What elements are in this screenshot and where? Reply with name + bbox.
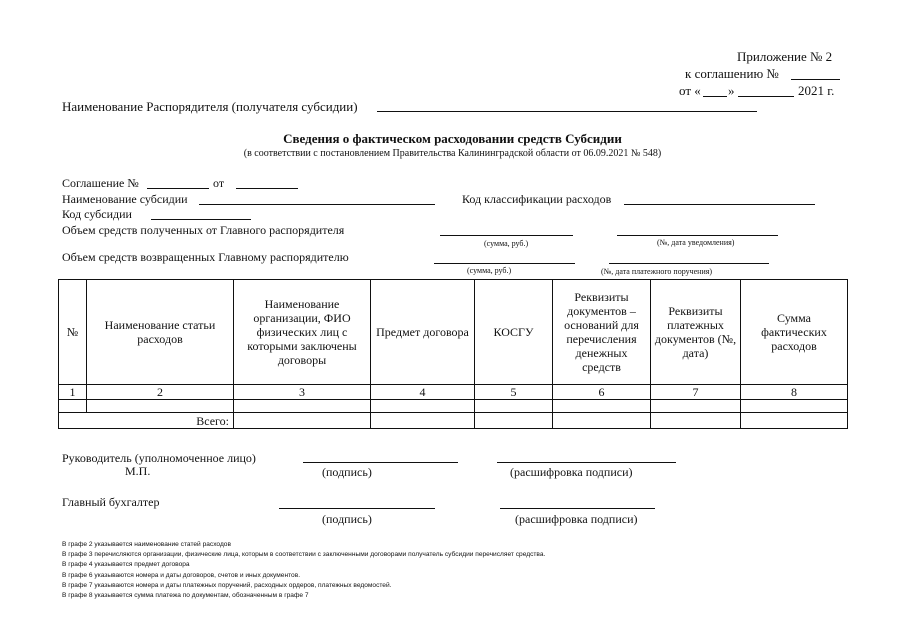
table-header-cell: Наименование статьи расходов: [87, 280, 234, 385]
table-cell: [234, 400, 371, 413]
note-item: В графе 4 указывается предмет договора: [62, 561, 190, 568]
column-number-cell: 8: [741, 385, 848, 400]
appendix-line-3-mid: »: [728, 83, 735, 98]
total-sum-cell: [741, 413, 848, 429]
table-header-cell: Реквизиты документов – оснований для перечисления денежных средств: [553, 280, 651, 385]
day-blank: [703, 96, 727, 97]
head-decoding-field: [497, 462, 676, 463]
table-cell: [87, 400, 234, 413]
received-sum-field: [440, 235, 573, 236]
table-cell: [651, 413, 741, 429]
column-number-cell: 6: [553, 385, 651, 400]
table-cell: [371, 400, 475, 413]
accountant-label: Главный бухгалтер: [62, 495, 160, 509]
column-number-cell: 7: [651, 385, 741, 400]
expenses-table: [58, 279, 848, 429]
accountant-decoding-caption: (расшифровка подписи): [515, 512, 638, 526]
recipient-label: Наименование Распорядителя (получателя субсидии): [62, 99, 358, 114]
head-signature-caption: (подпись): [322, 465, 372, 479]
recipient-blank: [377, 111, 757, 112]
page-title: Сведения о фактическом расходовании средств Субсидии: [283, 131, 622, 146]
expense-code-field: [624, 204, 815, 205]
table-header-cell: КОСГУ: [475, 280, 553, 385]
table-column-numbers-row: [59, 385, 848, 400]
table-cell: [475, 413, 553, 429]
table-cell: [741, 400, 848, 413]
table-total-row: [59, 413, 848, 429]
total-label: Всего:: [59, 413, 234, 429]
table-header-cell: Реквизиты платежных документов (№, дата): [651, 280, 741, 385]
appendix-year: 2021 г.: [798, 83, 835, 98]
agreement-number-blank: [791, 79, 840, 80]
head-decoding-caption: (расшифровка подписи): [510, 465, 633, 479]
received-label: Объем средств полученных от Главного распорядителя: [62, 223, 345, 237]
table-cell: [553, 413, 651, 429]
stamp-label: М.П.: [125, 464, 151, 478]
subsidy-code-label: Код субсидии: [62, 207, 132, 221]
table-cell: [475, 400, 553, 413]
accountant-signature-field: [279, 508, 435, 509]
returned-sum-caption: (сумма, руб.): [467, 266, 512, 275]
note-item: В графе 2 указывается наименование статей расходов: [62, 541, 231, 548]
received-notice-field: [617, 235, 778, 236]
table-cell: [59, 400, 87, 413]
agreement-date-field: [236, 188, 298, 189]
note-item: В графе 6 указываются номера и даты договоров, счетов и иных документов.: [62, 572, 301, 579]
head-label: Руководитель (уполномоченное лицо): [62, 451, 256, 465]
agreement-number-field: [147, 188, 209, 189]
subsidy-code-field: [151, 219, 251, 220]
note-item: В графе 8 указывается сумма платежа по документам, обозначенным в графе 7: [62, 592, 309, 599]
subsidy-name-label: Наименование субсидии: [62, 192, 188, 206]
table-header-cell: №: [59, 280, 87, 385]
received-sum-caption: (сумма, руб.): [484, 239, 529, 248]
appendix-line-2: к соглашению №: [685, 66, 779, 81]
agreement-from-label: от: [213, 176, 225, 190]
month-blank: [738, 96, 794, 97]
returned-payment-field: [609, 263, 769, 264]
head-signature-field: [303, 462, 458, 463]
table-header-cell: Наименование организации, ФИО физических лиц с которыми заключены договоры: [234, 280, 371, 385]
table-header-row: [59, 280, 848, 385]
column-number-cell: 1: [59, 385, 87, 400]
page-subtitle: (в соответствии с постановлением Правительства Калининградской области от 06.09.2021 № 548): [243, 148, 662, 159]
returned-sum-field: [434, 263, 575, 264]
table-header-cell: Предмет договора: [371, 280, 475, 385]
table-cell: [651, 400, 741, 413]
note-item: В графе 3 перечисляются организации, физические лица, которым в соответствии с заключенными договорами получатель субсидии перечисляет средства.: [62, 551, 546, 558]
returned-payment-caption: (№, дата платежного поручения): [601, 267, 713, 276]
table-cell: [553, 400, 651, 413]
table-cell: [234, 413, 371, 429]
accountant-decoding-field: [500, 508, 655, 509]
table-cell: [371, 413, 475, 429]
appendix-line-1: Приложение № 2: [737, 49, 833, 64]
received-notice-caption: (№, дата уведомления): [657, 238, 735, 247]
column-number-cell: 3: [234, 385, 371, 400]
table-row: [59, 400, 848, 413]
table-header-cell: Сумма фактических расходов: [741, 280, 848, 385]
accountant-signature-caption: (подпись): [322, 512, 372, 526]
appendix-line-3-prefix: от «: [679, 83, 701, 98]
subsidy-name-field: [199, 204, 435, 205]
agreement-label: Соглашение №: [62, 176, 139, 190]
column-number-cell: 4: [371, 385, 475, 400]
column-number-cell: 2: [87, 385, 234, 400]
expense-code-label: Код классификации расходов: [462, 192, 612, 206]
column-number-cell: 5: [475, 385, 553, 400]
note-item: В графе 7 указываются номера и даты платежных поручений, расходных ордеров, платежных ведомостей.: [62, 582, 392, 589]
returned-label: Объем средств возвращенных Главному распорядителю: [62, 250, 349, 264]
